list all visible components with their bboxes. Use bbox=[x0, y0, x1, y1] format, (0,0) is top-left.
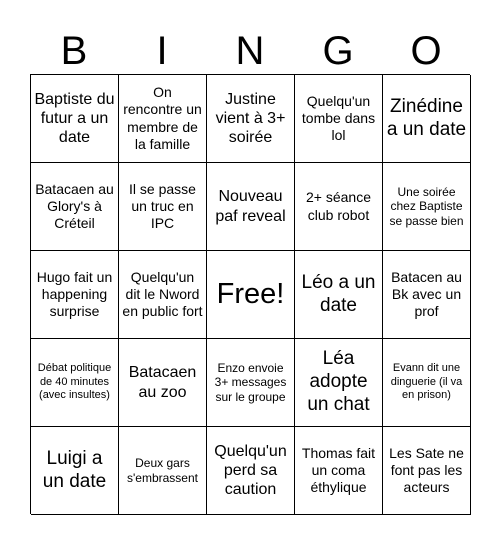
bingo-cell[interactable]: Enzo envoie 3+ messages sur le groupe bbox=[207, 339, 295, 427]
bingo-cell[interactable]: Nouveau paf reveal bbox=[207, 163, 295, 251]
bingo-cell[interactable]: Quelqu'un tombe dans lol bbox=[295, 75, 383, 163]
free-space[interactable]: Free! bbox=[207, 251, 295, 339]
bingo-cell[interactable]: Batacaen au Glory's à Créteil bbox=[31, 163, 119, 251]
header-letter-n: N bbox=[235, 29, 265, 73]
header-letter-g: G bbox=[322, 29, 354, 73]
bingo-cell[interactable]: Baptiste du futur a un date bbox=[31, 75, 119, 163]
bingo-cell[interactable]: Deux gars s'embrassent bbox=[119, 427, 207, 515]
bingo-cell[interactable]: Evann dit une dinguerie (il va en prison) bbox=[383, 339, 471, 427]
bingo-cell[interactable]: Batacaen au zoo bbox=[119, 339, 207, 427]
bingo-cell[interactable]: On rencontre un membre de la famille bbox=[119, 75, 207, 163]
header-letter-i: I bbox=[156, 29, 168, 73]
bingo-cell[interactable]: Hugo fait un happening surprise bbox=[31, 251, 119, 339]
bingo-cell[interactable]: Justine vient à 3+ soirée bbox=[207, 75, 295, 163]
bingo-cell[interactable]: Léa adopte un chat bbox=[295, 339, 383, 427]
bingo-cell[interactable]: Débat politique de 40 minutes (avec insultes) bbox=[31, 339, 119, 427]
bingo-cell[interactable]: Batacen au Bk avec un prof bbox=[383, 251, 471, 339]
bingo-cell[interactable]: Zinédine a un date bbox=[383, 75, 471, 163]
bingo-cell[interactable]: Thomas fait un coma éthylique bbox=[295, 427, 383, 515]
bingo-cell[interactable]: Luigi a un date bbox=[31, 427, 119, 515]
bingo-header bbox=[30, 28, 470, 74]
bingo-cell[interactable]: Quelqu'un perd sa caution bbox=[207, 427, 295, 515]
bingo-cell[interactable]: Les Sate ne font pas les acteurs bbox=[383, 427, 471, 515]
bingo-cell[interactable]: Une soirée chez Baptiste se passe bien bbox=[383, 163, 471, 251]
bingo-cell[interactable]: Il se passe un truc en IPC bbox=[119, 163, 207, 251]
bingo-cell[interactable]: Quelqu'un dit le Nword en public fort bbox=[119, 251, 207, 339]
bingo-cell[interactable]: 2+ séance club robot bbox=[295, 163, 383, 251]
bingo-card bbox=[30, 74, 470, 514]
bingo-cell[interactable]: Léo a un date bbox=[295, 251, 383, 339]
header-letter-o: O bbox=[410, 29, 442, 73]
header-letter-b: B bbox=[60, 29, 88, 73]
